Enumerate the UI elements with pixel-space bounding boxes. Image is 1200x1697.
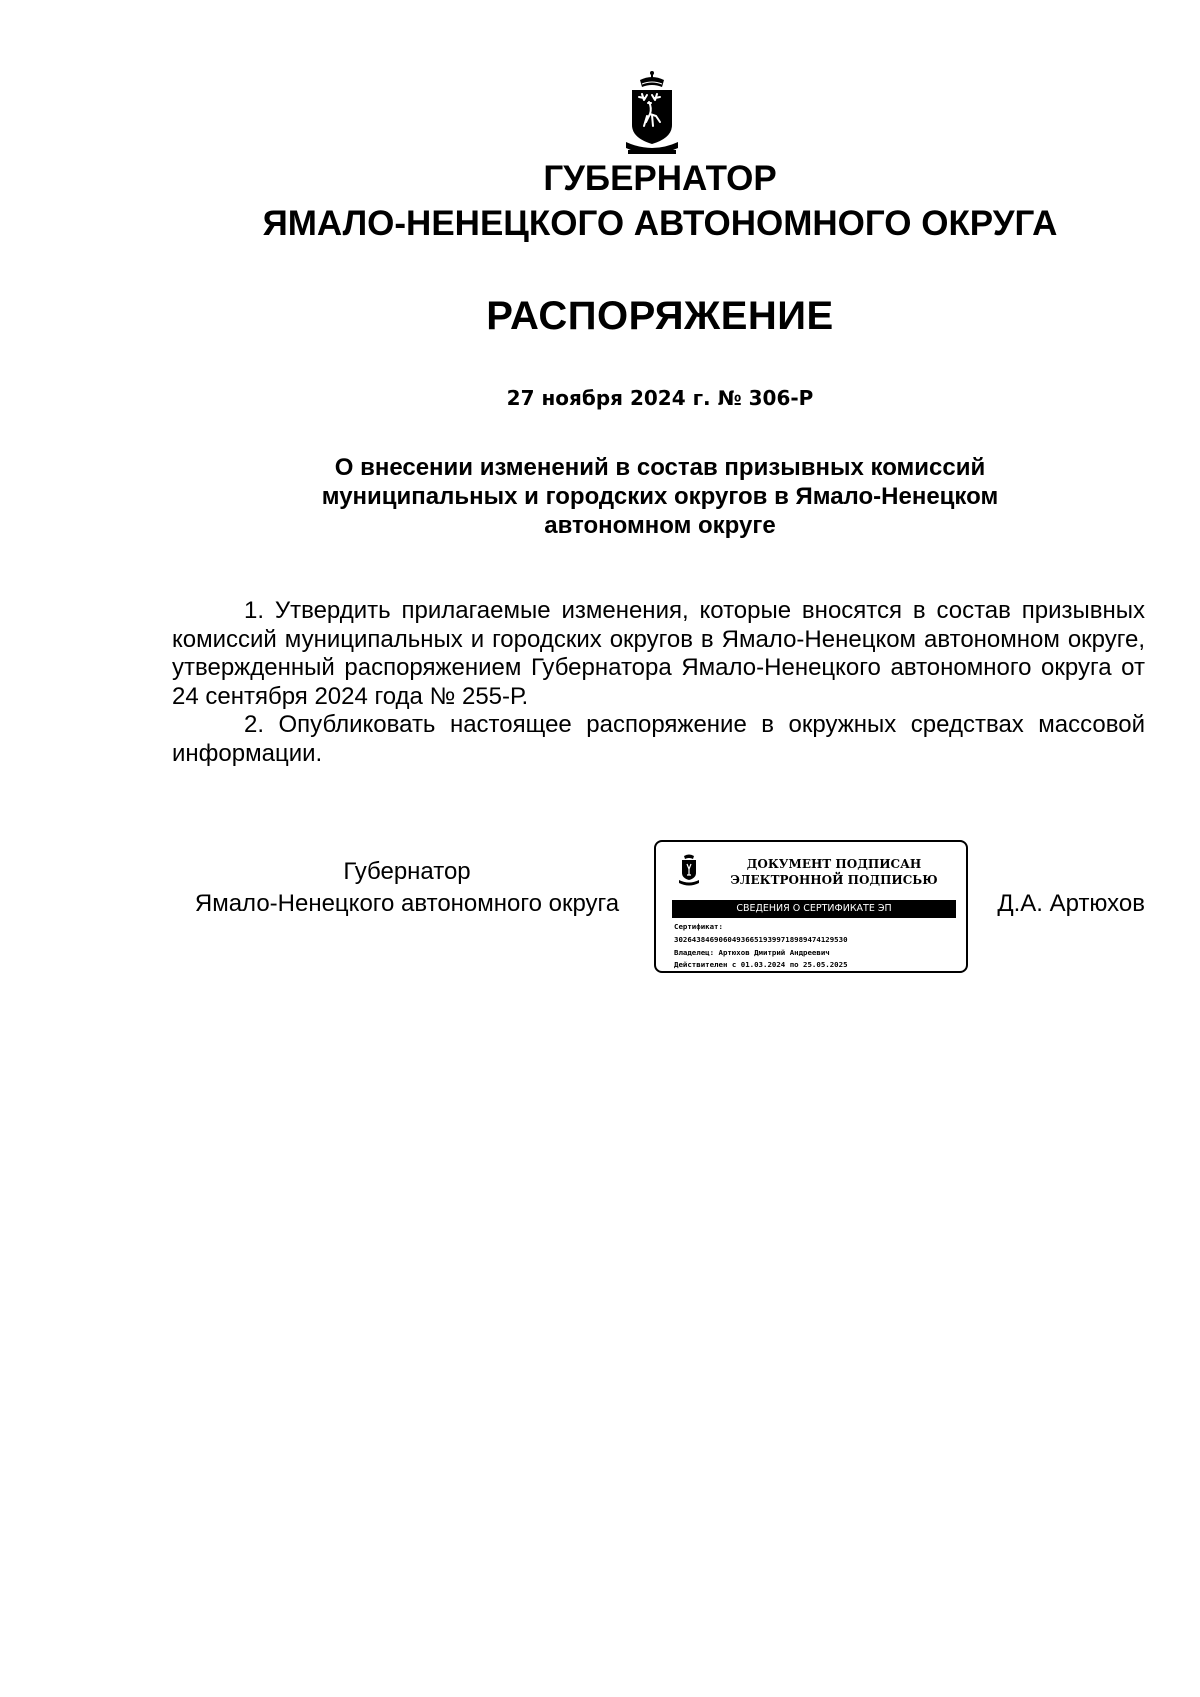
certificate-owner: Владелец: Артюхов Дмитрий Андреевич [674, 947, 830, 957]
stamp-certificate-info [674, 921, 964, 972]
signatory-name: Д.А. Артюхов [997, 890, 1145, 917]
authority-title: ГУБЕРНАТОР [543, 159, 777, 198]
yamal-coat-of-arms-icon [622, 70, 682, 156]
yamal-coat-of-arms-icon [678, 852, 700, 886]
document-subject [270, 453, 1050, 540]
authority-region: ЯМАЛО-НЕНЕЦКОГО АВТОНОМНОГО ОКРУГА [262, 204, 1058, 243]
certificate-validity: Действителен с 01.03.2024 по 25.05.2025 [674, 960, 848, 970]
signatory-role-line: Губернатор [343, 858, 471, 885]
subject-line: муниципальных и городских округов в Ямало-Ненецком [321, 483, 999, 510]
stamp-title-line: ДОКУМЕНТ ПОДПИСАН [746, 857, 922, 871]
signatory-role [172, 856, 642, 920]
document-date-number: 27 ноября 2024 г. № 306-Р [506, 386, 814, 410]
body-paragraph: 1. Утвердить прилагаемые изменения, которые вносятся в состав призывных комиссий муниципальных и городских округов в Ямало-Ненецком автономном округе, утвержденный распоряжением Губернатора Ямало-Ненецкого автономного округа от 24 сентября 2024 года № 255-Р. [172, 597, 1145, 710]
document-body [172, 597, 1145, 768]
stamp-title-line: ЭЛЕКТРОННОЙ ПОДПИСЬЮ [730, 873, 938, 887]
body-paragraph: 2. Опубликовать настоящее распоряжение в окружных средствах массовой информации. [172, 711, 1145, 767]
certificate-label: Сертификат: [674, 922, 723, 931]
certificate-number: 302643846906049366519399718989474129530 [674, 934, 848, 944]
signatory-role-line: Ямало-Ненецкого автономного округа [194, 890, 620, 917]
stamp-certificate-header: СВЕДЕНИЯ О СЕРТИФИКАТЕ ЭП [672, 900, 956, 918]
stamp-title [716, 856, 952, 888]
subject-line: О внесении изменений в состав призывных комиссий [334, 454, 986, 481]
document-type: РАСПОРЯЖЕНИЕ [486, 294, 834, 338]
subject-line: автономном округе [544, 512, 776, 539]
electronic-signature-stamp [654, 840, 968, 973]
